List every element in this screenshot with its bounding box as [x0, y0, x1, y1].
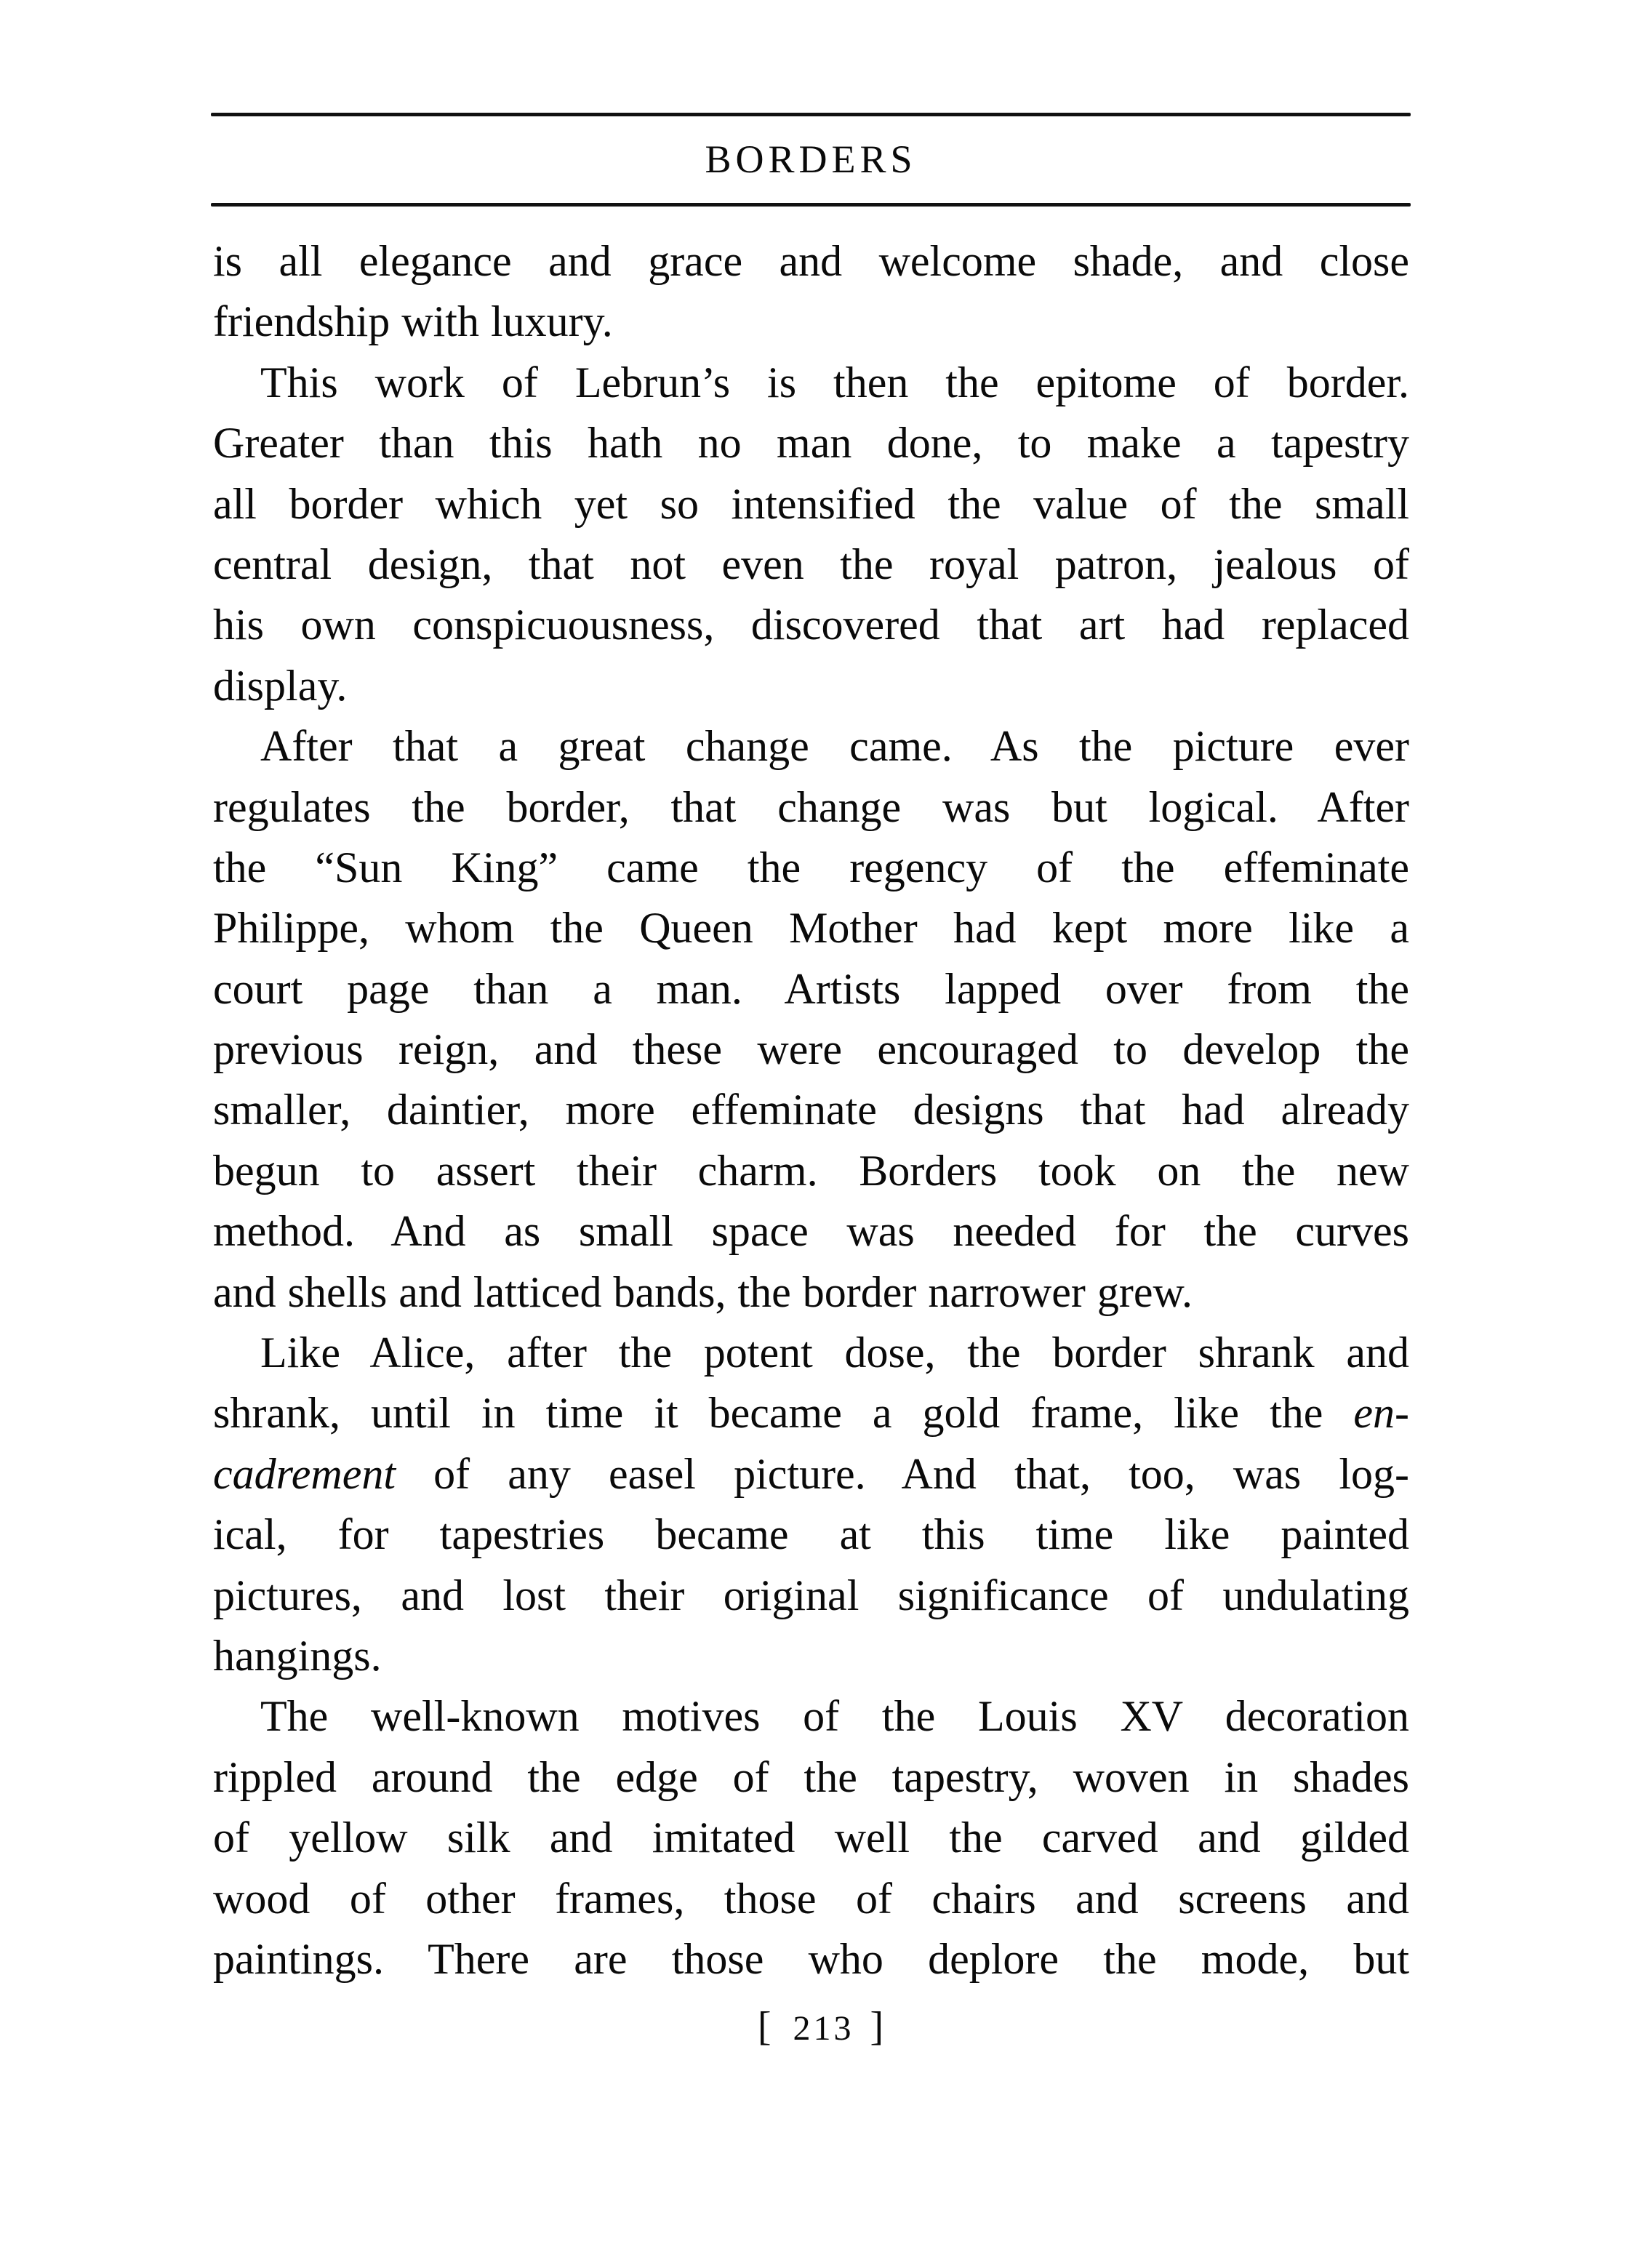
text-line: The well-known motives of the Louis XV decoration — [260, 1692, 1409, 1741]
italic-term: en- — [1353, 1389, 1409, 1438]
text-line: begun to assert their charm. Borders took on the new — [213, 1146, 1409, 1195]
paragraph — [213, 231, 1409, 353]
text-line: Like Alice, after the potent dose, the border shrank and — [260, 1329, 1409, 1377]
text-line — [213, 1383, 1409, 1443]
text-line: court page than a man. Artists lapped over from the — [213, 964, 1409, 1013]
folio-number: 213 — [793, 2009, 854, 2048]
text-line: central design, that not even the royal patron, jealous of — [213, 540, 1409, 588]
paragraph — [213, 1323, 1409, 1686]
text-line: method. And as small space was needed for the curves — [213, 1207, 1409, 1256]
text-run: shrank, until in time it became a gold frame, like the — [213, 1389, 1354, 1438]
text-line: previous reign, and these were encouraged to develop the — [213, 1025, 1409, 1074]
text-line: paintings. There are those who deplore the mode, but — [213, 1934, 1409, 1983]
text-line: Greater than this hath no man done, to make a tapestry — [213, 419, 1409, 468]
paragraph — [213, 1686, 1409, 1989]
text-run: of any easel picture. And that, too, was log- — [396, 1449, 1409, 1498]
text-line: Philippe, whom the Queen Mother had kept more like a — [213, 904, 1409, 953]
text-line: pictures, and lost their original significance of undulating — [213, 1571, 1409, 1619]
text-line: his own conspicuousness, discovered that art had replaced — [213, 601, 1409, 649]
text-line: display. — [213, 661, 348, 710]
running-head: BORDERS — [705, 137, 917, 181]
text-line: This work of Lebrun’s is then the epitome of border. — [260, 358, 1409, 406]
folio-close-bracket: ] — [870, 2004, 890, 2049]
text-line: the “Sun King” came the regency of the effeminate — [213, 843, 1409, 891]
body-text — [213, 231, 1409, 1989]
text-line: rippled around the edge of the tapestry, woven in shades — [213, 1752, 1409, 1801]
folio-open-bracket: [ — [757, 2004, 777, 2049]
header-rule-bottom — [211, 203, 1411, 207]
italic-term: cadrement — [213, 1449, 396, 1498]
text-line: all border which yet so intensified the value of the small — [213, 479, 1409, 528]
text-line: regulates the border, that change was but logical. After — [213, 782, 1409, 831]
text-line: is all elegance and grace and welcome shade, and close — [213, 237, 1409, 285]
text-line: of yellow silk and imitated well the carved and gilded — [213, 1814, 1409, 1862]
text-line: smaller, daintier, more effeminate designs that had already — [213, 1086, 1409, 1134]
paragraph — [213, 716, 1409, 1323]
text-line: After that a great change came. As the picture ever — [260, 722, 1409, 771]
header-rule-top — [211, 113, 1411, 116]
text-line: friendship with luxury. — [213, 297, 613, 346]
text-line: wood of other frames, those of chairs and screens and — [213, 1874, 1409, 1923]
page-number — [0, 2001, 1647, 2054]
paragraph — [213, 353, 1409, 716]
text-line: ical, for tapestries became at this time like painted — [213, 1510, 1409, 1559]
text-line — [213, 1444, 1409, 1504]
text-line: and shells and latticed bands, the border narrower grew. — [213, 1267, 1193, 1316]
text-line: hangings. — [213, 1631, 382, 1680]
